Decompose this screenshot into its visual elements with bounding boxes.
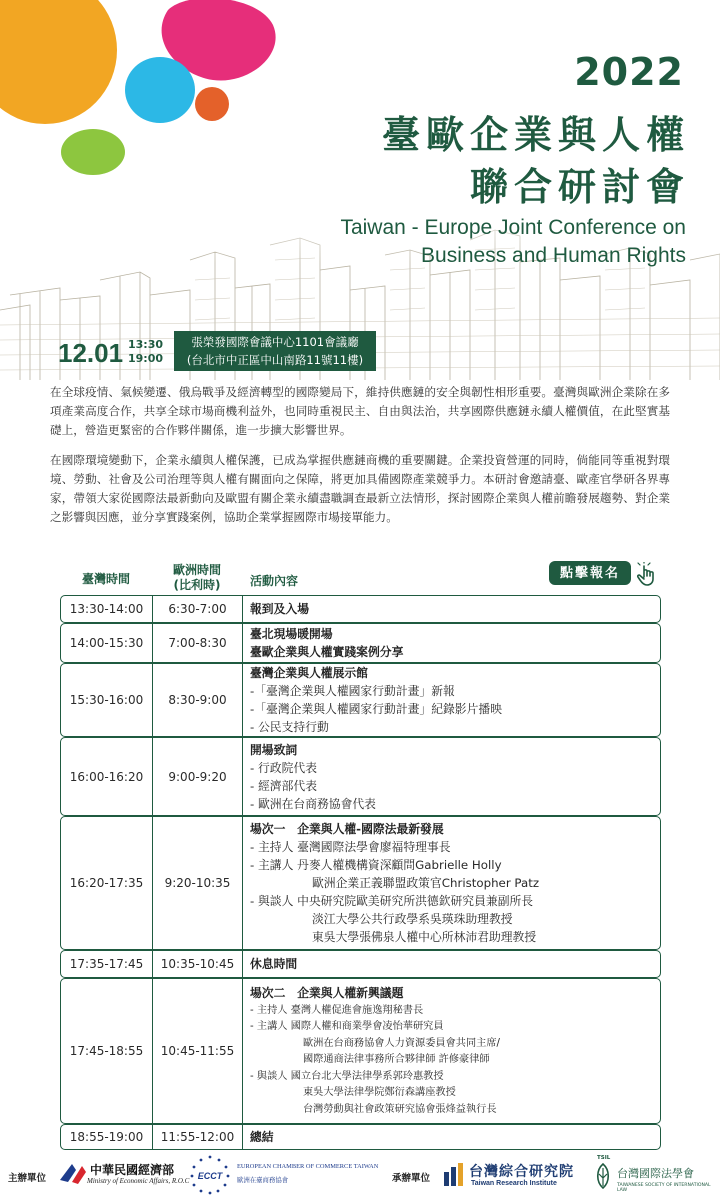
lime-blob-decoration — [58, 122, 128, 182]
activity-content — [250, 979, 652, 1123]
event-title-zh-line2: 聯合研討會 — [469, 165, 690, 209]
host-label: 主辦單位 — [8, 1173, 47, 1184]
activity-item: -「臺灣企業與人權國家行動計畫」紀錄影片播映 — [250, 702, 502, 716]
event-title-zh-line1: 臺歐企業與人權 — [381, 113, 690, 157]
tsil-english-name: TAIWANESE SOCIETY OF INTERNATIONAL LAW — [617, 1183, 711, 1193]
event-end-time: 19:00 — [128, 352, 164, 365]
venue-address: (台北市中正區中山南路11號11樓) — [186, 353, 364, 367]
schedule-row-1 — [60, 595, 661, 623]
activity-item: - 經濟部代表 — [250, 778, 317, 793]
column-header-activity: 活動內容 — [250, 574, 299, 588]
taiwan-time: 16:00-16:20 — [61, 738, 153, 815]
event-date: 12.01 — [58, 338, 124, 368]
activity-title: 開場致詞 — [250, 742, 298, 757]
taiwan-time: 17:35-17:45 — [61, 951, 153, 977]
europe-time: 10:35-10:45 — [153, 951, 243, 977]
activity-title: 報到及入場 — [250, 602, 309, 616]
organizer-label: 承辦單位 — [392, 1173, 431, 1184]
register-button[interactable]: 點擊報名 — [549, 561, 631, 585]
europe-time: 9:00-9:20 — [153, 738, 243, 815]
event-title-en-line2: Business and Human Rights — [421, 244, 686, 267]
activity-content — [250, 817, 652, 949]
taiwan-time: 13:30-14:00 — [61, 596, 153, 622]
activity-item: 歐洲企業正義聯盟政策官Christopher Patz — [312, 876, 540, 890]
event-year: 2022 — [574, 50, 684, 94]
intro-paragraph-2: 在國際環境變動下，企業永續與人權保護，已成為掌握供應鏈商機的重要關鍵。企業投資營運的同時，倘能同等重視對環境、勞動、社會及公司治理等與人權有關面向之保障，將更加具備國際產業競爭力。本研討會邀請臺、歐產官學研各界專家，帶領大家從國際法最新動向及歐盟有關企業永續盡職調查最新立法情形，探討國際企業與人權前瞻發展趨勢、對企業之影響與因應，並分享實踐案例，協助企業掌握國際市場接單能力。 — [50, 453, 670, 524]
activity-title: 臺北現場暖開場 — [250, 627, 333, 641]
tsil-name: 台灣國際法學會 — [617, 1167, 694, 1180]
activity-content — [250, 738, 652, 815]
activity-title: 臺灣企業與人權展示館 — [250, 666, 368, 680]
header-banner — [0, 0, 720, 380]
activity-item: -「臺灣企業與人權國家行動計畫」新報 — [250, 684, 455, 698]
taiwan-time: 17:45-18:55 — [61, 979, 153, 1123]
event-start-time: 13:30 — [128, 338, 164, 351]
intro-paragraph-1: 在全球疫情、氣候變遷、俄烏戰爭及經濟轉型的國際變局下，維持供應鏈的安全與韌性相形重要。臺灣與歐洲企業除在多項產業高度合作，共享全球市場商機利益外，也同時重視民主、自由與法治，共享國際供應鏈永續人權價值，在此堅實基礎上，營造更緊密的合作夥伴關係，進一步擴大影響世界。 — [50, 385, 670, 437]
activity-item: - 主持人 臺灣人權促進會施逸翔秘書長 — [250, 1004, 424, 1016]
ecct-abbr: ECCT — [197, 1171, 223, 1181]
activity-item: - 與談人 中央研究院歐美研究所洪德欽研究員兼副所長 — [250, 894, 534, 908]
schedule-row-6 — [60, 950, 661, 978]
tsil-abbr: TSIL — [597, 1155, 611, 1161]
activity-item: 國際通商法律事務所合夥律師 許修豪律師 — [303, 1054, 490, 1066]
footer-sponsors — [0, 1150, 720, 1200]
europe-time: 6:30-7:00 — [153, 596, 243, 622]
activity-item: - 主講人 國際人權和商業學會凌怡華研究員 — [250, 1021, 444, 1033]
schedule-row-3 — [60, 663, 661, 737]
orange-blob-decoration — [0, 0, 120, 140]
column-header-taiwan-time: 臺灣時間 — [81, 572, 130, 586]
tsil-logo-icon — [592, 1162, 614, 1190]
europe-time: 7:00-8:30 — [153, 624, 243, 662]
tri-english-name: Taiwan Research Institute — [471, 1180, 557, 1187]
ecct-chinese-name: 歐洲在臺商務協會 — [237, 1176, 289, 1184]
taiwan-time: 15:30-16:00 — [61, 664, 153, 736]
schedule-row-8 — [60, 1124, 661, 1150]
activity-content — [250, 596, 652, 622]
europe-time: 11:55-12:00 — [153, 1125, 243, 1149]
europe-time: 8:30-9:00 — [153, 664, 243, 736]
activity-content — [250, 951, 652, 977]
schedule-row-5 — [60, 816, 661, 950]
europe-time: 10:45-11:55 — [153, 979, 243, 1123]
activity-item: - 歐洲在台商務協會代表 — [250, 796, 376, 811]
activity-title: 休息時間 — [250, 957, 298, 971]
activity-item: - 行政院代表 — [250, 760, 317, 775]
pointer-hand-icon[interactable] — [635, 562, 661, 588]
ecct-logo-icon — [188, 1154, 232, 1196]
tri-name: 台灣綜合研究院 — [469, 1164, 574, 1180]
activity-content — [250, 624, 652, 662]
column-header-europe-line2: (比利時) — [173, 578, 221, 592]
activity-subtitle: 臺歐企業與人權實踐案例分享 — [250, 645, 404, 659]
tri-logo-icon — [443, 1162, 467, 1188]
moea-english-name: Ministry of Economic Affairs, R.O.C — [87, 1177, 190, 1185]
activity-title: 場次一 企業與人權-國際法最新發展 — [250, 822, 444, 836]
moea-logo-icon — [58, 1160, 88, 1186]
schedule-row-7 — [60, 978, 661, 1124]
activity-item: 東吳大學張佛泉人權中心所林沛君助理教授 — [312, 930, 537, 944]
activity-item: 台灣勞動與社會政策研究協會張烽益執行長 — [303, 1103, 497, 1115]
activity-item: 歐洲在台商務協會人力資源委員會共同主席/ — [303, 1037, 500, 1049]
activity-title: 場次二 企業與人權新興議題 — [250, 985, 404, 1000]
activity-item: - 主持人 臺灣國際法學會廖福特理事長 — [250, 840, 451, 854]
activity-content — [250, 1125, 652, 1149]
activity-item: - 與談人 國立台北大學法律學系郭玲惠教授 — [250, 1070, 444, 1082]
column-header-europe-time — [152, 563, 242, 593]
moea-name: 中華民國經濟部 — [90, 1163, 175, 1177]
taiwan-time: 16:20-17:35 — [61, 817, 153, 949]
schedule-row-4 — [60, 737, 661, 816]
activity-title: 總結 — [250, 1130, 274, 1144]
event-title-en-line1: Taiwan - Europe Joint Conference on — [340, 216, 686, 239]
cyan-blob-decoration — [120, 50, 200, 130]
taiwan-time: 18:55-19:00 — [61, 1125, 153, 1149]
activity-item: - 主講人 丹麥人權機構資深顧問Gabrielle Holly — [250, 858, 502, 872]
activity-item: 淡江大學公共行政學系吳瑛珠助理教授 — [312, 912, 513, 926]
venue-name: 張榮發國際會議中心1101會議廳 — [191, 335, 359, 349]
europe-time: 9:20-10:35 — [153, 817, 243, 949]
ecct-english-name: EUROPEAN CHAMBER OF COMMERCE TAIWAN — [237, 1163, 379, 1170]
taiwan-time: 14:00-15:30 — [61, 624, 153, 662]
venue-box — [174, 331, 376, 371]
activity-item: - 公民支持行動 — [250, 720, 329, 734]
column-header-europe-line1: 歐洲時間 — [172, 563, 221, 577]
activity-item: 東吳大學法律學院鄭衍森講座教授 — [303, 1087, 456, 1099]
activity-content — [250, 664, 652, 736]
schedule-row-2 — [60, 623, 661, 663]
red-blob-decoration — [192, 84, 232, 124]
